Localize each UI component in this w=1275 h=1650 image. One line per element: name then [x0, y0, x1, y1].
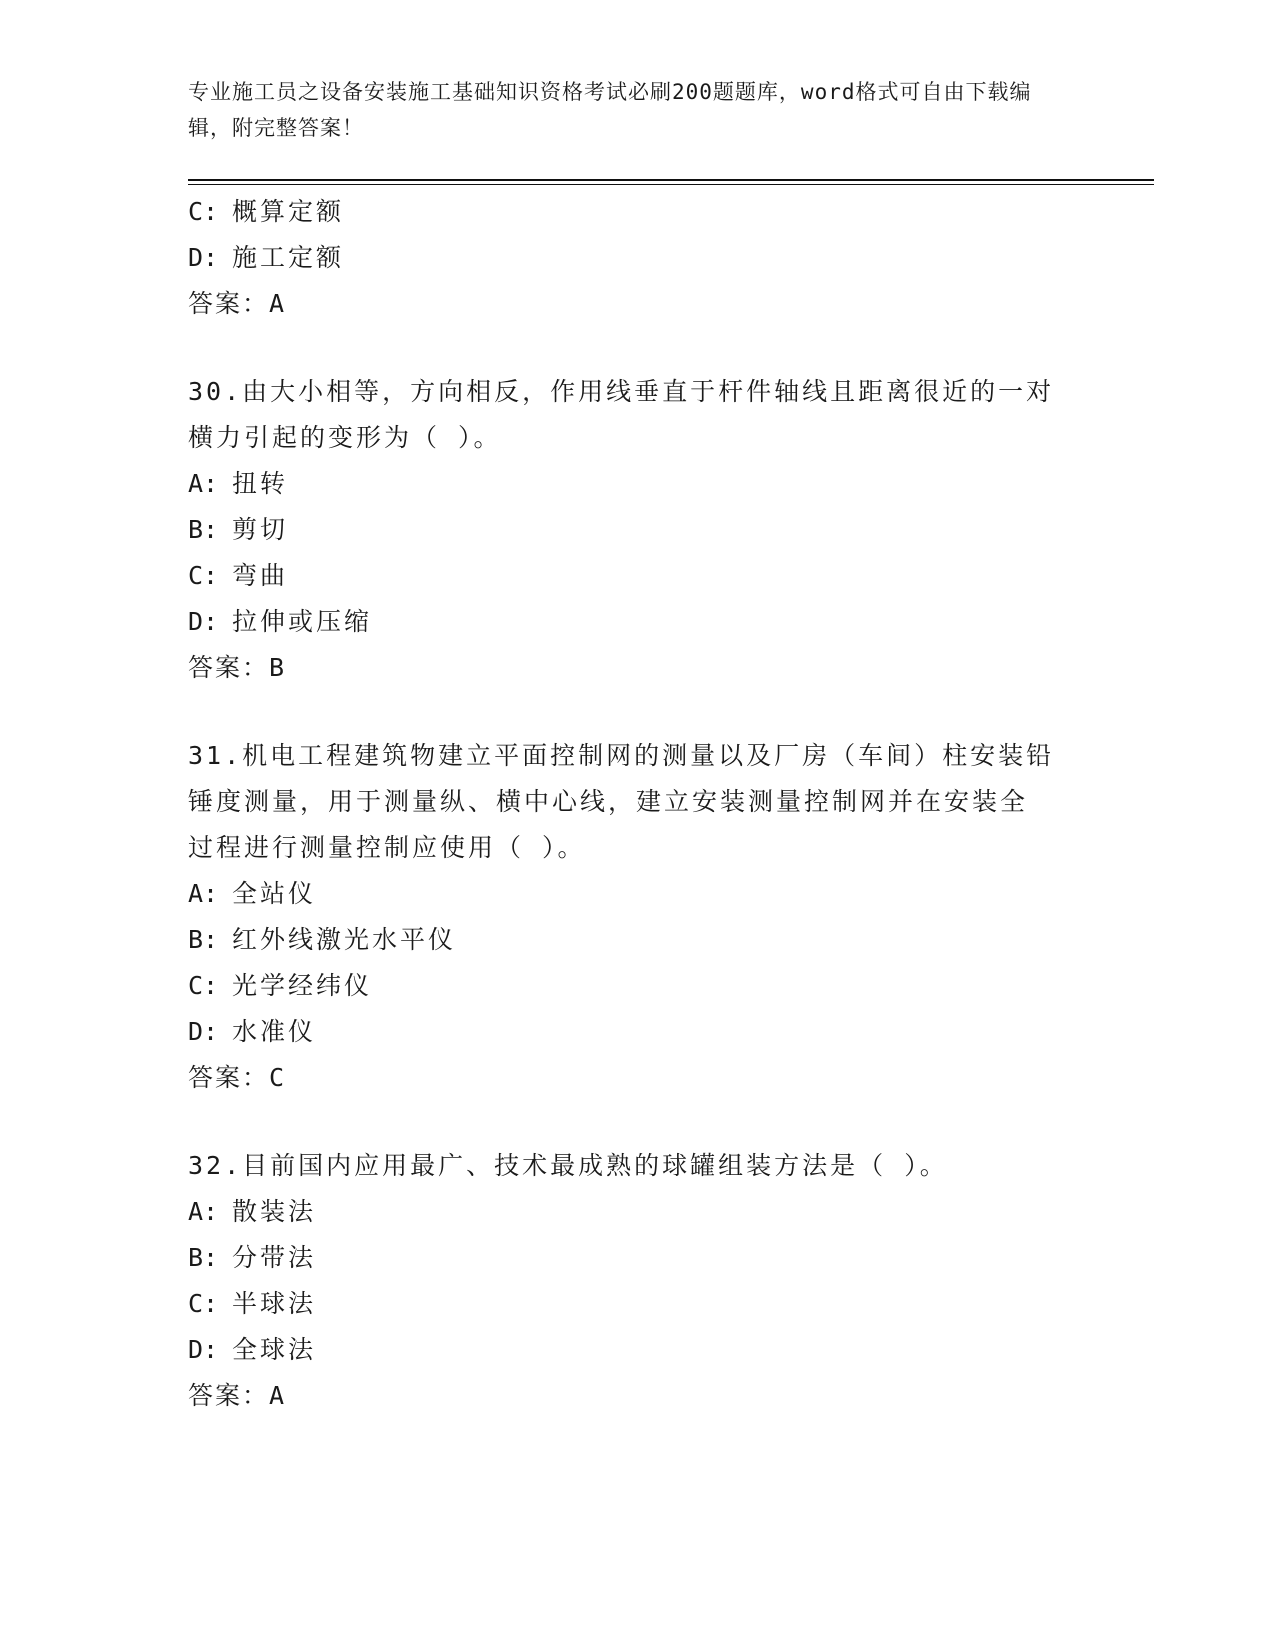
header-divider-thick: [188, 179, 1154, 181]
option-c: C: 概算定额: [188, 197, 345, 226]
option-a: A: 散装法: [188, 1197, 317, 1226]
option-b: B: 剪切: [188, 515, 289, 544]
option-d: D: 水准仪: [188, 1017, 317, 1046]
header-divider-thin: [188, 184, 1154, 185]
answer-line: 答案：A: [188, 1381, 287, 1410]
document-header: 专业施工员之设备安装施工基础知识资格考试必刷200题题库，word格式可自由下载编辑，附完整答案！: [188, 80, 1032, 140]
question-text-line: 锤度测量，用于测量纵、横中心线，建立安装测量控制网并在安装全: [188, 787, 1029, 816]
question-32: [188, 1143, 1088, 1419]
option-d: D: 拉伸或压缩: [188, 607, 373, 636]
option-c: C: 光学经纬仪: [188, 971, 373, 1000]
option-b: B: 红外线激光水平仪: [188, 925, 457, 954]
question-text-line: 横力引起的变形为（ ）。: [188, 423, 502, 452]
option-c: C: 弯曲: [188, 561, 289, 590]
question-text-line: 过程进行测量控制应使用（ ）。: [188, 833, 586, 862]
question-31: [188, 733, 1088, 1101]
option-b: B: 分带法: [188, 1243, 317, 1272]
option-c: C: 半球法: [188, 1289, 317, 1318]
question-list: [188, 189, 1088, 1419]
answer-line: 答案：B: [188, 653, 287, 682]
answer-line: 答案：A: [188, 289, 287, 318]
question-30: [188, 369, 1088, 691]
option-d: D: 全球法: [188, 1335, 317, 1364]
option-a: A: 全站仪: [188, 879, 317, 908]
question-text-line: 30.由大小相等，方向相反，作用线垂直于杆件轴线且距离很近的一对: [188, 377, 1055, 406]
answer-line: 答案：C: [188, 1063, 287, 1092]
option-a: A: 扭转: [188, 469, 289, 498]
option-d: D: 施工定额: [188, 243, 345, 272]
prev-question-block: [188, 189, 1088, 327]
question-text-line: 32.目前国内应用最广、技术最成熟的球罐组装方法是（ ）。: [188, 1151, 948, 1180]
question-text-line: 31.机电工程建筑物建立平面控制网的测量以及厂房（车间）柱安装铅: [188, 741, 1055, 770]
